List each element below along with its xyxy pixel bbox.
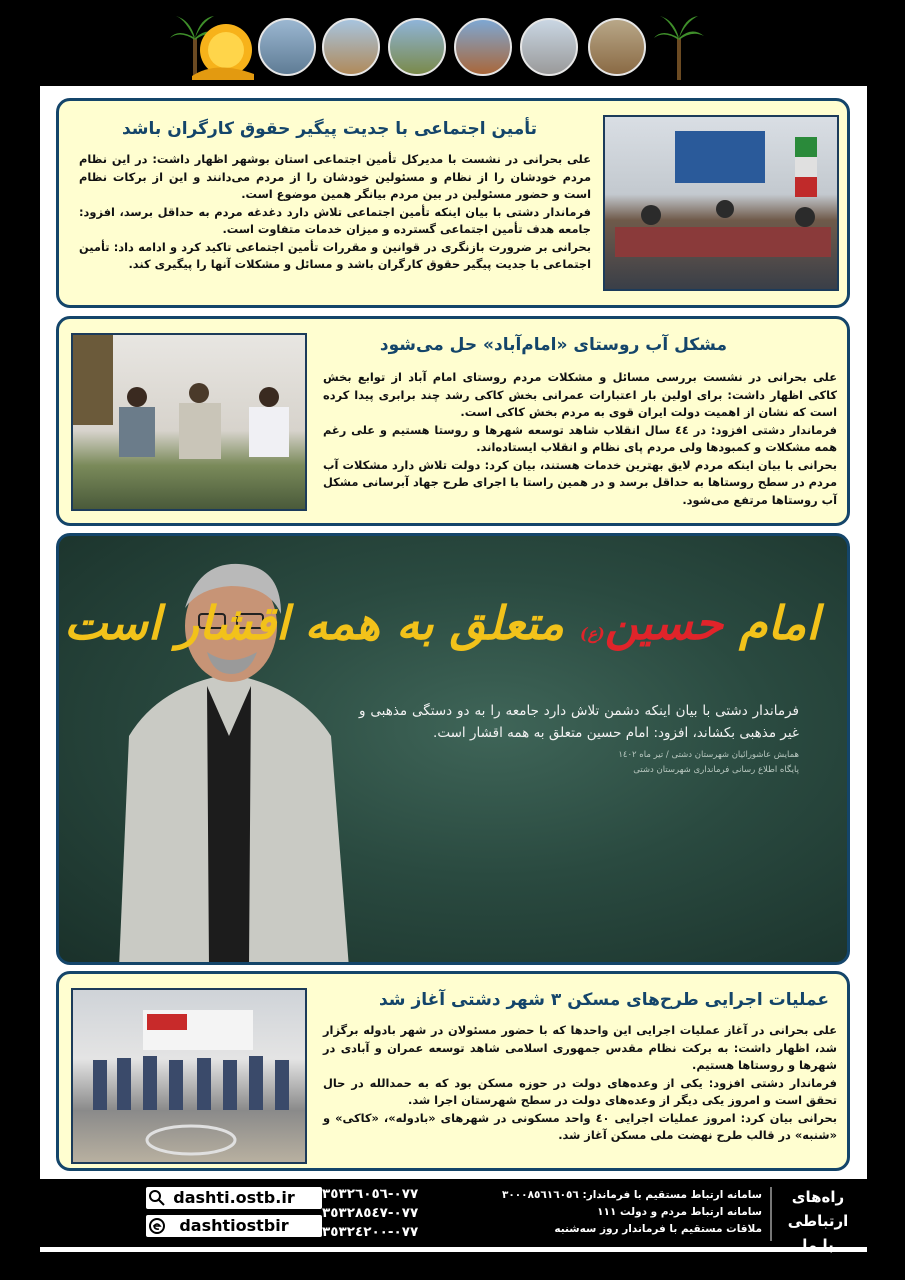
article-paragraph: بحرانی بر ضرورت بازنگری در قوانین و مقررات تأمین اجتماعی تاکید کرد و ادامه داد: تأمین اجتماعی با جدیت پیگیر حقوق کارگران باشد و مسائل و مشکلات آنها را پیگیری کند. (79, 239, 591, 271)
article-title: عملیات اجرایی طرح‌های مسکن ۳ شهر دشتی آغاز شد (378, 990, 829, 1010)
website-link[interactable]: dashti.ostb.ir (146, 1187, 322, 1209)
article-paragraph: علی بحرانی در نشست بررسی مسائل و مشکلات مردم روستای امام آباد از توابع بخش کاکی اظهار داشت: برای اولین بار اعتبارات عمرانی بخش کاکی رشد چند برابری پیدا کرده است که نشان از اهمیت دولت ایران قوی به مردم بخش کاکی است. (323, 370, 837, 419)
article-title: مشکل آب روستای «امام‌آباد» حل می‌شود (379, 335, 727, 355)
contact-footer (40, 1179, 867, 1254)
village-meeting-photo (71, 333, 307, 511)
feature-description: فرماندار دشتی با بیان اینکه دشمن تلاش دارد جامعه را به دو دستگی مذهبی و غیر مذهبی بکشاند، افزود: امام حسین متعلق به همه اقشار است. (359, 703, 799, 741)
landmark-building-image (388, 18, 446, 76)
feature-quote-banner (56, 533, 850, 965)
contact-line: ملاقات مستقیم با فرماندار روز سه‌شنبه (554, 1223, 762, 1235)
contact-lines (432, 1187, 762, 1238)
landmark-windmill-image (520, 18, 578, 76)
article-housing-project (56, 971, 850, 1171)
quote-highlight: حسین (604, 596, 724, 650)
article-body (323, 369, 837, 509)
article-paragraph: علی بحرانی در نشست با مدیرکل تأمین اجتماعی استان بوشهر اظهار داشت: در این نظام مردم خودشان را از نظام و مسئولین خودشان را از مردم می‌دانند و این از برکات نظام است و حضور مسئولین در بین مردم بیانگر همین موضوع است. (79, 152, 591, 201)
article-paragraph: بحرانی با بیان اینکه مردم لایق بهترین خدمات هستند، بیان کرد: دولت تلاش دارد مشکلات آب مردم در سطح روستاها به حداقل برسد و در همین راستا با اجرای طرح جهاد آبرسانی مشکل آب روستاها مرتفع می‌شود. (323, 457, 837, 507)
feature-caption: همایش عاشورائیان شهرستان دشتی / تیر ماه ١٤٠٢ (618, 750, 799, 760)
article-paragraph: بحرانی بیان کرد: امروز عملیات اجرایی ٤٠ واحد مسکونی در شهرهای «بادوله»، «کاکی» و «شنبه» در قالب طرح نهضت ملی مسکن آغاز شد. (323, 1110, 837, 1142)
article-title: تأمین اجتماعی با جدیت پیگیر حقوق کارگران باشد (121, 119, 537, 139)
landmark-tower-image (322, 18, 380, 76)
phone-number[interactable]: ٠٧٧-٣٥٣٢٨٥٤٧ (322, 1205, 419, 1221)
article-body (323, 1022, 837, 1145)
article-paragraph: فرماندار دشتی افزود: در ٤٤ سال انقلاب شاهد توسعه شهرها و روستا هستیم و علی رغم همه مشکلات و کمبودها ولی مردم پای نظام و انقلاب ایستاده‌اند. (323, 422, 838, 454)
phone-numbers (322, 1185, 430, 1242)
social-handle-link[interactable]: dashtiostbir (146, 1215, 322, 1237)
phone-number[interactable]: ٠٧٧-٣٥٣٢٤٢٠٠ (322, 1224, 419, 1240)
palm-tree-icon (652, 10, 706, 80)
feature-source: پایگاه اطلاع رسانی فرمانداری شهرستان دشتی (633, 765, 799, 775)
top-banner (0, 0, 905, 88)
sun-emblem-icon (186, 16, 256, 80)
article-body (79, 151, 591, 274)
contact-label: راه‌های ارتباطی با ما (787, 1188, 849, 1254)
article-paragraph: علی بحرانی در آغاز عملیات اجرایی این واحدها که با حضور مسئولان در شهر بادوله برگزار شد، اظهار داشت: به برکت نظام مقدس جمهوری اسلامی شاهد توسعه عمران و آبادی در شهرها و روستاها هستیم. (323, 1023, 837, 1072)
article-social-security (56, 98, 850, 308)
landmark-statue-image (258, 18, 316, 76)
ceremony-photo (71, 988, 307, 1164)
bulletin-page (40, 86, 867, 1252)
feature-quote: امام حسین(ع) متعلق به همه اقشار است (64, 596, 819, 650)
article-water-problem (56, 316, 850, 526)
article-paragraph: فرماندار دشتی با بیان اینکه تأمین اجتماعی تلاش دارد دغدغه مردم به حداقل برسد، افزود: جامعه هدف تأمین اجتماعی گسترده و میزان خدمات متفاوت است. (79, 204, 591, 236)
quote-honorific: (ع) (580, 624, 605, 643)
footer-divider (770, 1187, 772, 1241)
article-paragraph: فرماندار دشتی افزود: یکی از وعده‌های دولت در حوزه مسکن بود که به حمدالله در حال تحقق است و امروز یکی دیگر از وعده‌های دولت در سطح شهرستان اجرا شد. (323, 1075, 837, 1107)
contact-line: سامانه ارتباط مردم و دولت ۱۱۱ (597, 1206, 762, 1218)
contact-line: سامانه ارتباط مستقیم با فرماندار: ٣٠٠٠٨٥٦١٦٠٥٦ (501, 1189, 762, 1201)
landmark-fort-image (454, 18, 512, 76)
phone-number[interactable]: ٠٧٧-٣٥٣٢٦٠٥٦ (322, 1186, 419, 1202)
search-icon (148, 1189, 166, 1207)
landmark-ruins-image (588, 18, 646, 76)
meeting-photo (603, 115, 839, 291)
eitaa-icon (148, 1217, 166, 1235)
